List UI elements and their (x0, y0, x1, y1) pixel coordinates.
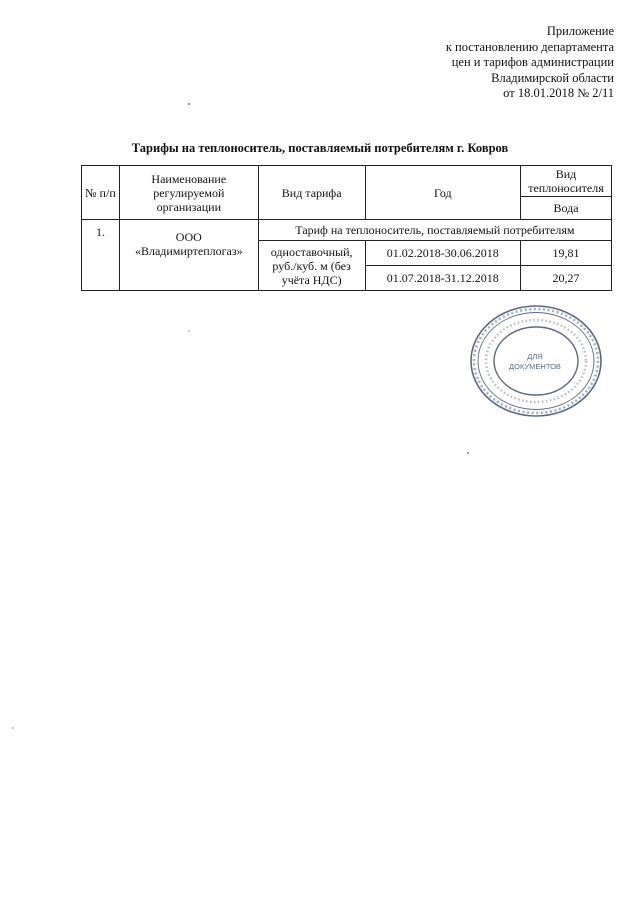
official-stamp (468, 303, 604, 419)
document-title: Тарифы на теплоноситель, поставляемый потребителям г. Ковров (131, 141, 509, 155)
row-value-1: 19,81 (521, 241, 612, 266)
stamp-text-1: ДЛЯ (527, 352, 543, 361)
appendix-block (354, 24, 614, 102)
scan-speck (188, 330, 190, 332)
header-tariff-type: Вид тарифа (258, 166, 365, 220)
row-org-name (119, 220, 258, 291)
appendix-line-1: Приложение (546, 24, 614, 38)
header-water: Вода (521, 197, 612, 220)
row-period-2: 01.07.2018-31.12.2018 (365, 266, 520, 291)
appendix-line-4: Владимирской области (491, 70, 614, 85)
header-year: Год (365, 166, 520, 220)
table-row (82, 220, 612, 241)
header-carrier-type: Вид теплоносителя (521, 166, 612, 197)
row-number: 1. (82, 220, 120, 291)
scan-speck (12, 727, 14, 729)
header-number: № п/п (82, 166, 120, 220)
appendix-line-3: цен и тарифов администрации (451, 55, 614, 69)
header-org-name: Наименование регулируемой организации (119, 166, 258, 220)
tariff-table (81, 165, 612, 291)
appendix-line-2: к постановлению департамента (445, 39, 614, 54)
row-period-1: 01.02.2018-30.06.2018 (365, 241, 520, 266)
row-org-line-2: «Владимиртеплогаз» (134, 244, 243, 258)
scan-speck (188, 103, 190, 105)
scan-speck (467, 452, 469, 454)
table-header-row (82, 166, 612, 197)
row-tariff-desc: одноставочный, руб./куб. м (без учёта НДС) (258, 241, 365, 291)
appendix-date-line: от 18.01.2018 № 2/11 (503, 86, 614, 100)
stamp-text-2: ДОКУМЕНТОВ (509, 362, 561, 371)
row-org-line-1: ООО (175, 230, 202, 244)
section-label: Тариф на теплоноситель, поставляемый потребителям (258, 220, 611, 241)
row-value-2: 20,27 (521, 266, 612, 291)
